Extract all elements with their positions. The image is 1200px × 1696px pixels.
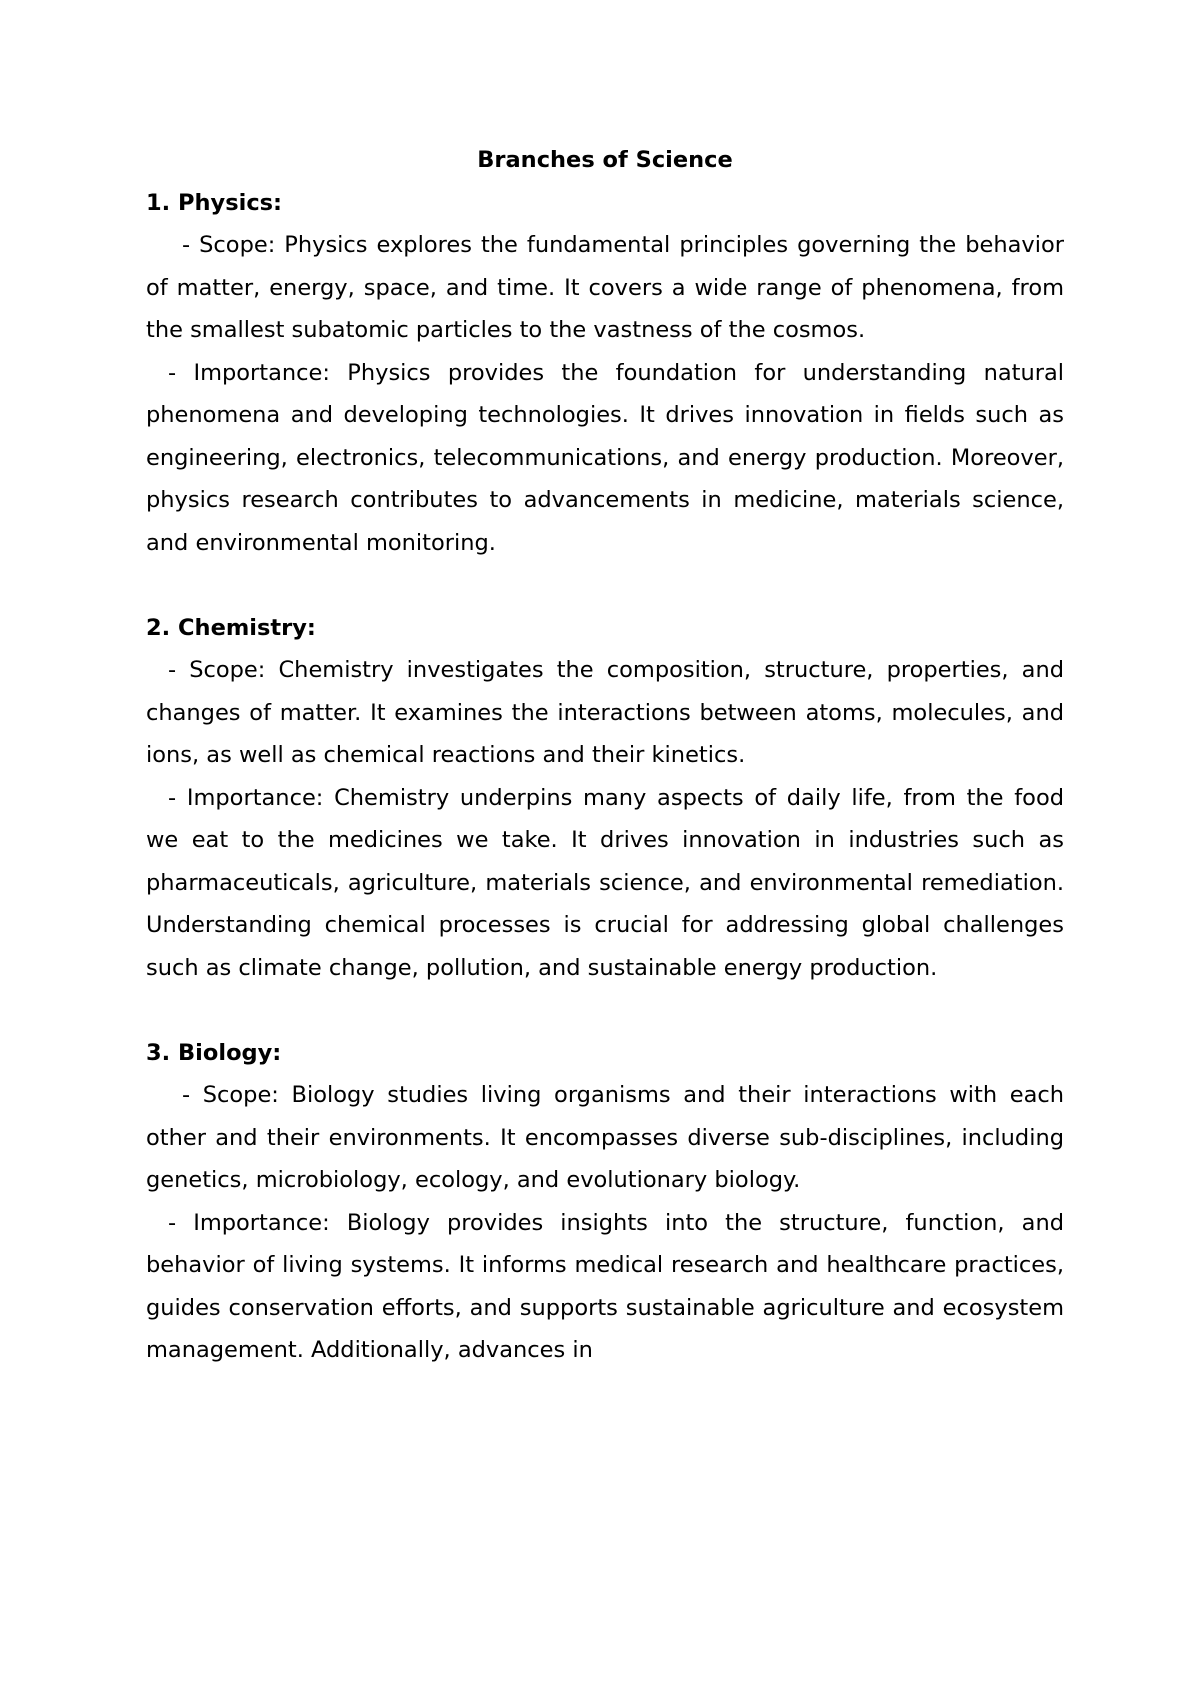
document-title: Branches of Science	[477, 147, 733, 173]
section-spacer	[146, 989, 1064, 1032]
biology-scope-paragraph: - Scope: Biology studies living organisms and their interactions with each other and their environments. It encompasses diverse sub-disciplines, including genetics, microbiology, ecology, and evolutionary biology.	[146, 1082, 1064, 1193]
section-heading-physics: 1. Physics:	[146, 189, 283, 216]
physics-scope-paragraph: - Scope: Physics explores the fundamental principles governing the behavior of matter, energy, space, and time. It covers a wide range of phenomena, from the smallest subatomic particles to the vastness of the cosmos.	[146, 232, 1064, 343]
section-spacer	[146, 564, 1064, 607]
physics-importance-paragraph: - Importance: Physics provides the foundation for understanding natural phenomena and developing technologies. It drives innovation in fields such as engineering, electronics, telecommunications, and energy production. Moreover, physics research contributes to advancements in medicine, materials science, and environmental monitoring.	[146, 359, 1064, 556]
section-heading-chemistry: 2. Chemistry:	[146, 614, 316, 641]
section-heading-biology: 3. Biology:	[146, 1039, 282, 1066]
biology-importance-paragraph: - Importance: Biology provides insights into the structure, function, and behavior of living systems. It informs medical research and healthcare practices, guides conservation efforts, and supports sustainable agriculture and ecosystem management. Additionally, advances in	[146, 1209, 1064, 1363]
document-page	[146, 139, 1064, 1372]
chemistry-scope-paragraph: - Scope: Chemistry investigates the composition, structure, properties, and changes of matter. It examines the interactions between atoms, molecules, and ions, as well as chemical reactions and their kinetics.	[146, 657, 1064, 768]
chemistry-importance-paragraph: - Importance: Chemistry underpins many aspects of daily life, from the food we eat to the medicines we take. It drives innovation in industries such as pharmaceuticals, agriculture, materials science, and environmental remediation. Understanding chemical processes is crucial for addressing global challenges such as climate change, pollution, and sustainable energy production.	[146, 784, 1064, 981]
